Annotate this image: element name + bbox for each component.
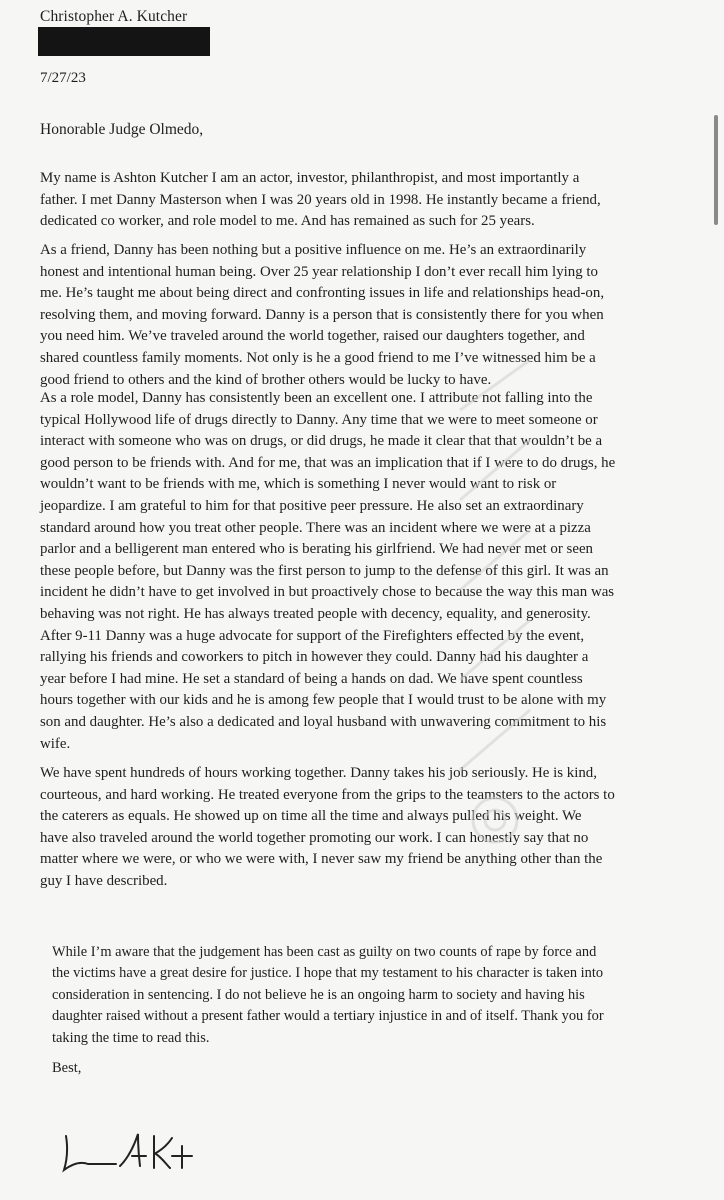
text-line: courteous, and hard working. He treated everyone from the grips to the teamsters to the actors to bbox=[40, 786, 615, 803]
paragraph-friend bbox=[40, 240, 690, 391]
text-line: While I’m aware that the judgement has been cast as guilty on two counts of rape by force and bbox=[52, 944, 597, 960]
text-line: After 9-11 Danny was a huge advocate for support of the Firefighters effected by the event, bbox=[40, 627, 585, 644]
text-line: consideration in sentencing. I do not believe he is an ongoing harm to society and having his bbox=[52, 986, 585, 1003]
text-line: As a friend, Danny has been nothing but a positive influence on me. He’s an extraordinarily bbox=[40, 242, 587, 258]
text-line: guy I have described. bbox=[40, 872, 168, 889]
text-line: shared countless family moments. Not only is he a good friend to me I’ve witnessed him be a bbox=[40, 349, 596, 366]
handwritten-signature bbox=[58, 1128, 218, 1178]
text-line: good friend to others and the kind of brother others would be lucky to have. bbox=[40, 371, 492, 388]
text-line: dedicated co worker, and role model to me. And has remained as such for 25 years. bbox=[40, 213, 535, 230]
text-line: these people before, but Danny was the first person to jump to the defense of this girl. It was an bbox=[40, 562, 609, 579]
text-line: the victims have a great desire for justice. I hope that my testament to his character is taken into bbox=[52, 965, 604, 982]
paragraph-working-together bbox=[40, 763, 690, 893]
text-line: matter where we were, or who we were with, I never saw my friend be anything other than the bbox=[40, 851, 603, 868]
text-line: As a role model, Danny has consistently been an excellent one. I attribute not falling into the bbox=[40, 390, 593, 406]
letter-date: 7/27/23 bbox=[40, 70, 86, 86]
text-line: me. He’s taught me about being direct and confronting issues in life and relationships head-on, bbox=[40, 285, 605, 302]
text-line: have also traveled around the world together promoting our work. I can honestly say that no bbox=[40, 829, 589, 846]
text-line: jeopardize. I am grateful to him for that positive peer pressure. He also set an extraordinary bbox=[40, 497, 584, 514]
paragraph-introduction bbox=[40, 168, 690, 233]
text-line: wife. bbox=[40, 735, 71, 752]
text-line: My name is Ashton Kutcher I am an actor, investor, philanthropist, and most importantly a bbox=[40, 170, 580, 186]
text-line: honest and intentional human being. Over 25 year relationship I don’t ever recall him lying to bbox=[40, 263, 598, 280]
text-line: daughter raised without a present father would a tertiary injustice in and of itself. Thank you for bbox=[52, 1008, 604, 1025]
redacted-address-block bbox=[38, 27, 210, 56]
paragraph-closing bbox=[52, 942, 692, 1049]
text-line: you need him. We’ve traveled around the world together, raised our daughters together, and bbox=[40, 328, 585, 345]
text-line: father. I met Danny Masterson when I was 20 years old in 1998. He instantly became a friend, bbox=[40, 191, 601, 208]
text-line: standard around how you treat other people. There was an incident where we were at a pizza bbox=[40, 519, 591, 536]
text-line: resolving them, and moving forward. Danny is a person that is consistently there for you when bbox=[40, 306, 604, 323]
text-line: son and daughter. He’s also a dedicated and loyal husband with unwavering commitment to his bbox=[40, 713, 607, 730]
signoff: Best, bbox=[52, 1060, 82, 1076]
text-line: We have spent hundreds of hours working together. Danny takes his job seriously. He is kind, bbox=[40, 765, 597, 781]
text-line: incident he didn’t have to get involved in but proactively chose to because the way this man was bbox=[40, 584, 615, 601]
salutation: Honorable Judge Olmedo, bbox=[40, 121, 204, 138]
text-line: taking the time to read this. bbox=[52, 1029, 210, 1046]
text-line: interact with someone who was on drugs, or did drugs, he made it clear that that wouldn’t be a bbox=[40, 433, 603, 450]
text-line: typical Hollywood life of drugs directly to Danny. Any time that we were to meet someone or bbox=[40, 411, 598, 428]
text-line: year before I had mine. He set a standard of being a hands on dad. We have spent countless bbox=[40, 670, 583, 687]
sender-name: Christopher A. Kutcher bbox=[40, 8, 188, 25]
text-line: wouldn’t want to be friends with me, which is something I never would want to risk or bbox=[40, 476, 557, 493]
scrollbar-thumb[interactable] bbox=[714, 115, 718, 225]
text-line: parlor and a belligerent man entered who is berating his girlfriend. We had never met or seen bbox=[40, 541, 594, 558]
text-line: rallying his friends and coworkers to pitch in however they could. Danny had his daughter a bbox=[40, 649, 589, 666]
text-line: hours together with our kids and he is among few people that I would trust to be alone with my bbox=[40, 692, 607, 709]
text-line: the caterers as equals. He showed up on time all the time and always pulled his weight. We bbox=[40, 808, 582, 825]
paragraph-role-model bbox=[40, 388, 690, 755]
text-line: good person to be friends with. And for me, that was an implication that if I were to do drugs, he bbox=[40, 454, 616, 471]
text-line: behaving was not right. He has always treated people with decency, equality, and generosity. bbox=[40, 605, 591, 622]
